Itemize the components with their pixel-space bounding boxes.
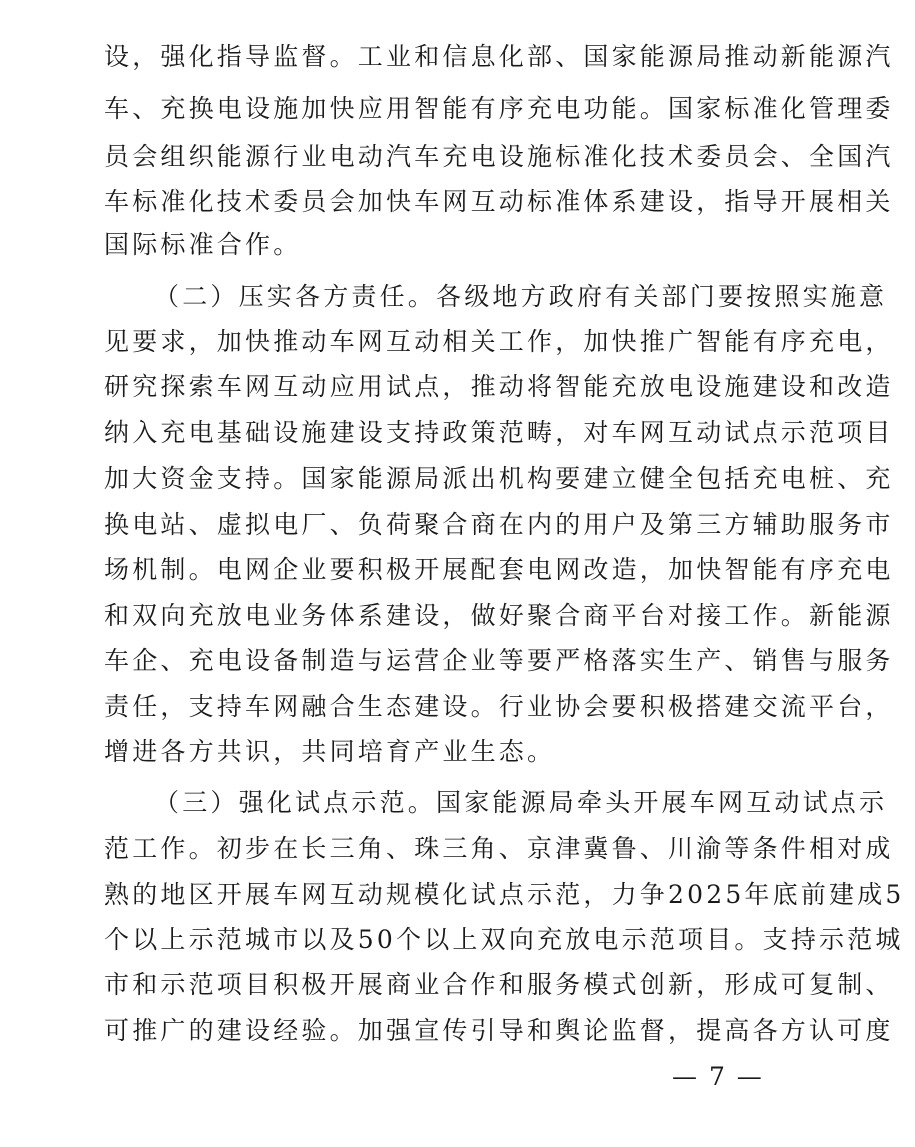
body-text-line: 车、充换电设施加快应用智能有序充电功能。国家标准化管理委 bbox=[104, 94, 894, 123]
body-text-line: 车企、充电设备制造与运营企业等要严格落实生产、销售与服务 bbox=[104, 646, 894, 675]
body-text-line: 市和示范项目积极开展商业合作和服务模式创新，形成可复制、 bbox=[104, 970, 894, 999]
section-heading-line: （二）压实各方责任。各级地方政府有关部门要按照实施意 bbox=[154, 282, 888, 311]
page-number: — 7 — bbox=[672, 1062, 764, 1091]
body-text-line: 纳入充电基础设施建设支持政策范畴，对车网互动试点示范项目 bbox=[104, 418, 894, 447]
body-text-line: 设，强化指导监督。工业和信息化部、国家能源局推动新能源汽 bbox=[104, 42, 894, 71]
body-text-line: 熟的地区开展车网互动规模化试点示范，力争2025年底前建成5 bbox=[104, 880, 905, 909]
body-text-line: 个以上示范城市以及50个以上双向充放电示范项目。支持示范城 bbox=[104, 925, 904, 954]
body-text-line: 可推广的建设经验。加强宣传引导和舆论监督，提高各方认可度 bbox=[104, 1016, 894, 1045]
section-heading-line: （三）强化试点示范。国家能源局牵头开展车网互动试点示 bbox=[154, 788, 888, 817]
body-text-line: 研究探索车网互动应用试点，推动将智能充放电设施建设和改造 bbox=[104, 372, 894, 401]
body-text-line: 车标准化技术委员会加快车网互动标准体系建设，指导开展相关 bbox=[104, 187, 894, 216]
body-text-line: 和双向充放电业务体系建设，做好聚合商平台对接工作。新能源 bbox=[104, 601, 894, 630]
body-text-line: 见要求，加快推动车网互动相关工作，加快推广智能有序充电， bbox=[104, 327, 894, 356]
body-text-line: 场机制。电网企业要积极开展配套电网改造，加快智能有序充电 bbox=[104, 555, 894, 584]
body-text-line: 责任，支持车网融合生态建设。行业协会要积极搭建交流平台， bbox=[104, 692, 894, 721]
body-text-line: 加大资金支持。国家能源局派出机构要建立健全包括充电桩、充 bbox=[104, 464, 894, 493]
body-text-line: 范工作。初步在长三角、珠三角、京津冀鲁、川渝等条件相对成 bbox=[104, 834, 894, 863]
body-text-line: 增进各方共识，共同培育产业生态。 bbox=[104, 737, 556, 766]
body-text-line: 换电站、虚拟电厂、负荷聚合商在内的用户及第三方辅助服务市 bbox=[104, 510, 894, 539]
body-text-line: 国际标准合作。 bbox=[104, 230, 302, 259]
body-text-line: 员会组织能源行业电动汽车充电设施标准化技术委员会、全国汽 bbox=[104, 142, 894, 171]
